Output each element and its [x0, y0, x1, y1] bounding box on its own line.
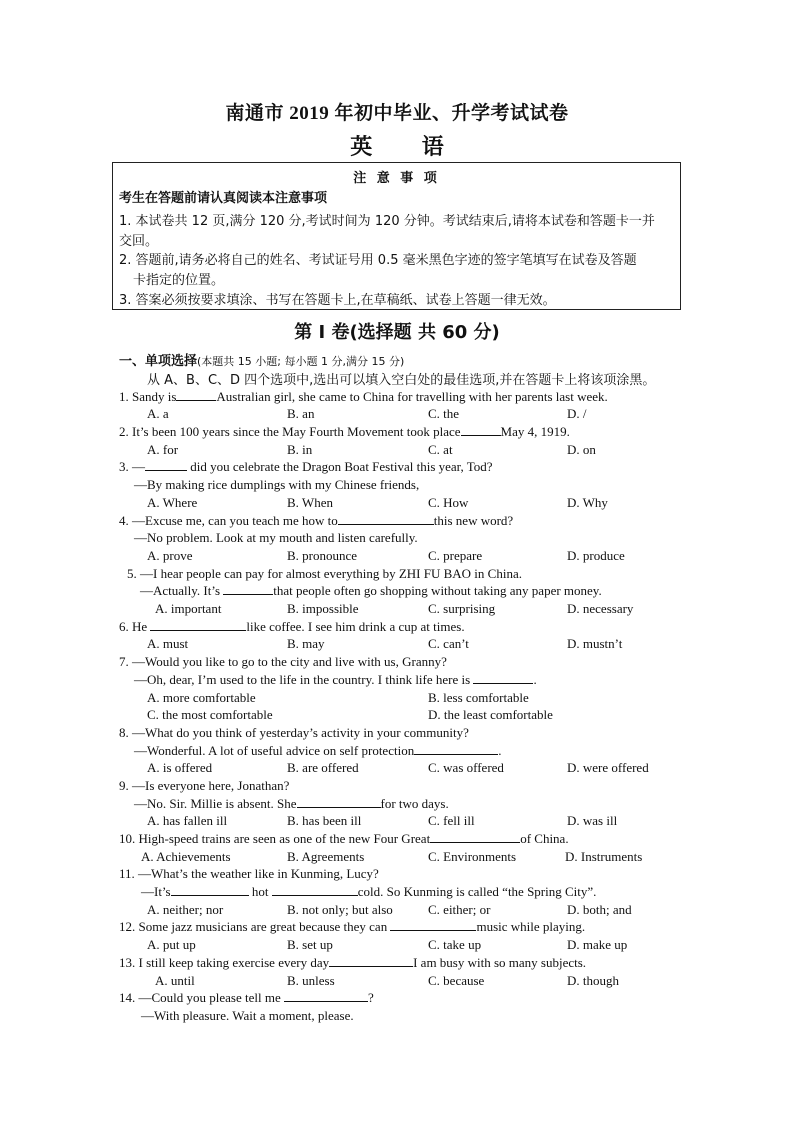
question-text: 9. —Is everyone here, Jonathan?: [119, 778, 290, 793]
question-line: [140, 583, 602, 599]
answer-blank: [338, 513, 434, 525]
option-b: B. impossible: [287, 601, 359, 616]
answer-blank: [414, 743, 498, 755]
question-text: of China.: [520, 831, 569, 846]
option-c: C. can’t: [428, 636, 469, 651]
answer-blank: [150, 619, 246, 631]
part-heading: [119, 350, 404, 369]
option-d: D. /: [567, 406, 587, 421]
part-label: 一、单项选择: [119, 354, 198, 369]
answer-blank: [390, 919, 476, 931]
question-text: for two days.: [380, 796, 449, 811]
question-line: [119, 459, 493, 475]
question-line: [119, 424, 570, 440]
notice-line: 1. 本试卷共 12 页,满分 120 分,考试时间为 120 分钟。考试结束后,请将本试卷和答题卡一并: [119, 214, 655, 229]
question-line: [119, 725, 469, 741]
section-title: 第 I 卷(选择题 共 60 分): [294, 322, 500, 343]
answer-blank: [145, 459, 187, 471]
option-b: B. set up: [287, 937, 333, 952]
option-c: C. because: [428, 973, 485, 988]
option-c: C. fell ill: [428, 813, 475, 828]
question-text: .: [533, 672, 537, 687]
question-text: 12. Some jazz musicians are great because they can: [119, 919, 391, 934]
answer-blank: [272, 884, 358, 896]
option-b: B. Agreements: [287, 849, 365, 864]
option-a: A. neither; nor: [147, 902, 224, 917]
subject-title: 英 语: [350, 134, 466, 159]
answer-blank: [461, 424, 501, 436]
question-line: [141, 1008, 354, 1024]
option-d: D. mustn’t: [567, 636, 623, 651]
option-a: A. prove: [147, 548, 193, 563]
question-text: 13. I still keep taking exercise every day: [119, 955, 330, 970]
option-d: D. though: [567, 973, 619, 988]
option-d: D. both; and: [567, 902, 632, 917]
question-line: [134, 477, 419, 493]
answer-blank: [430, 831, 520, 843]
question-text: 8. —What do you think of yesterday’s activity in your community?: [119, 725, 469, 740]
option-a: A. a: [147, 406, 169, 421]
notice-box: [112, 162, 681, 310]
question-text: —No. Sir. Millie is absent. She: [134, 796, 297, 811]
option-c: C. How: [428, 495, 469, 510]
question-text: 6. He: [119, 619, 151, 634]
option-d: D. necessary: [567, 601, 634, 616]
option-c: C. take up: [428, 937, 482, 952]
question-line: [119, 389, 608, 405]
option-a: A. Achievements: [141, 849, 231, 864]
option-d: D. were offered: [567, 760, 649, 775]
question-text: like coffee. I see him drink a cup at times.: [246, 619, 465, 634]
option-c: C. surprising: [428, 601, 496, 616]
question-text: this new word?: [433, 513, 514, 528]
option-b: B. has been ill: [287, 813, 362, 828]
question-text: cold. So Kunming is called “the Spring City”.: [357, 884, 597, 899]
answer-blank: [171, 884, 249, 896]
option-d: D. make up: [567, 937, 628, 952]
option-c: C. either; or: [428, 902, 491, 917]
option-b: B. are offered: [287, 760, 359, 775]
question-text: ?: [368, 990, 374, 1005]
question-line: [134, 672, 537, 688]
option-b: B. not only; but also: [287, 902, 393, 917]
option-b: B. less comfortable: [428, 690, 529, 705]
part-note: (本题共 15 小题; 每小题 1 分,满分 15 分): [197, 355, 405, 368]
option-a: A. put up: [147, 937, 196, 952]
notice-line: 2. 答题前,请务必将自己的姓名、考试证号用 0.5 毫米黑色字迹的签字笔填写在试卷及答题: [119, 253, 637, 268]
notice-lead: 考生在答题前请认真阅读本注意事项: [119, 191, 328, 206]
answer-blank: [329, 955, 413, 967]
question-text: 4. —Excuse me, can you teach me how to: [119, 513, 338, 528]
option-c: C. Environments: [428, 849, 517, 864]
question-line: [119, 919, 585, 935]
question-text: .: [498, 743, 502, 758]
question-line: [119, 955, 586, 971]
question-line: [119, 866, 379, 882]
option-b: B. When: [287, 495, 333, 510]
question-text: 5. —I hear people can pay for almost everything by ZHI FU BAO in China.: [127, 566, 522, 581]
option-c: C. at: [428, 442, 453, 457]
part-instruction: 从 A、B、C、D 四个选项中,选出可以填入空白处的最佳选项,并在答题卡上将该项涂黑。: [147, 373, 656, 388]
question-text: did you celebrate the Dragon Boat Festival this year, Tod?: [187, 459, 493, 474]
question-line: [141, 884, 596, 900]
option-b: B. unless: [287, 973, 335, 988]
option-d: D. the least comfortable: [428, 707, 553, 722]
question-line: [134, 796, 449, 812]
question-text: Australian girl, she came to China for travelling with her parents last week.: [216, 389, 608, 404]
option-d: D. on: [567, 442, 596, 457]
question-line: [119, 619, 465, 635]
answer-blank: [297, 796, 381, 808]
question-text: May 4, 1919.: [500, 424, 570, 439]
notice-heading: 注 意 事 项: [353, 171, 440, 186]
option-a: A. for: [147, 442, 179, 457]
question-text: —No problem. Look at my mouth and listen carefully.: [134, 530, 418, 545]
option-b: B. pronounce: [287, 548, 358, 563]
option-a: A. Where: [147, 495, 198, 510]
option-a: A. is offered: [147, 760, 213, 775]
notice-line: 卡指定的位置。: [133, 273, 225, 288]
option-d: D. Instruments: [565, 849, 643, 864]
option-a: A. important: [155, 601, 222, 616]
question-text: music while playing.: [476, 919, 586, 934]
option-a: A. more comfortable: [147, 690, 256, 705]
question-text: 10. High-speed trains are seen as one of the new Four Great: [119, 831, 431, 846]
option-a: A. until: [155, 973, 195, 988]
option-d: D. Why: [567, 495, 608, 510]
page-title: 南通市 2019 年初中毕业、升学考试试卷: [225, 103, 569, 124]
question-text: 11. —What’s the weather like in Kunming, Lucy?: [119, 866, 379, 881]
question-line: [127, 566, 522, 582]
option-d: D. was ill: [567, 813, 618, 828]
option-a: A. must: [147, 636, 189, 651]
question-text: 3. —: [119, 459, 145, 474]
option-c: C. was offered: [428, 760, 504, 775]
question-line: [134, 530, 418, 546]
question-line: [119, 778, 289, 794]
answer-blank: [284, 990, 368, 1002]
notice-line: 3. 答案必须按要求填涂、书写在答题卡上,在草稿纸、试卷上答题一律无效。: [119, 293, 556, 308]
option-c: C. the: [428, 406, 460, 421]
question-line: [119, 654, 447, 670]
question-text: —Wonderful. A lot of useful advice on self protection: [134, 743, 415, 758]
option-b: B. may: [287, 636, 325, 651]
question-line: [119, 990, 374, 1006]
option-c: C. prepare: [428, 548, 483, 563]
answer-blank: [223, 583, 273, 595]
question-text: hot: [248, 884, 272, 899]
question-text: —Oh, dear, I’m used to the life in the country. I think life here is: [134, 672, 474, 687]
answer-blank: [473, 672, 533, 684]
question-text: I am busy with so many subjects.: [413, 955, 587, 970]
notice-line: 交回。: [119, 234, 159, 249]
option-c: C. the most comfortable: [147, 707, 273, 722]
question-text: —With pleasure. Wait a moment, please.: [141, 1008, 354, 1023]
question-line: [119, 513, 513, 529]
question-text: that people often go shopping without taking any paper money.: [273, 583, 602, 598]
option-a: A. has fallen ill: [147, 813, 228, 828]
question-text: —It’s: [141, 884, 171, 899]
question-text: 7. —Would you like to go to the city and live with us, Granny?: [119, 654, 447, 669]
question-text: —Actually. It’s: [140, 583, 224, 598]
question-line: [134, 743, 501, 759]
option-b: B. in: [287, 442, 313, 457]
question-line: [119, 831, 569, 847]
question-text: 2. It’s been 100 years since the May Fourth Movement took place: [119, 424, 461, 439]
question-text: —By making rice dumplings with my Chinese friends,: [134, 477, 420, 492]
option-b: B. an: [287, 406, 315, 421]
question-text: 14. —Could you please tell me: [119, 990, 285, 1005]
answer-blank: [176, 389, 216, 401]
question-text: 1. Sandy is: [119, 389, 177, 404]
option-d: D. produce: [567, 548, 625, 563]
